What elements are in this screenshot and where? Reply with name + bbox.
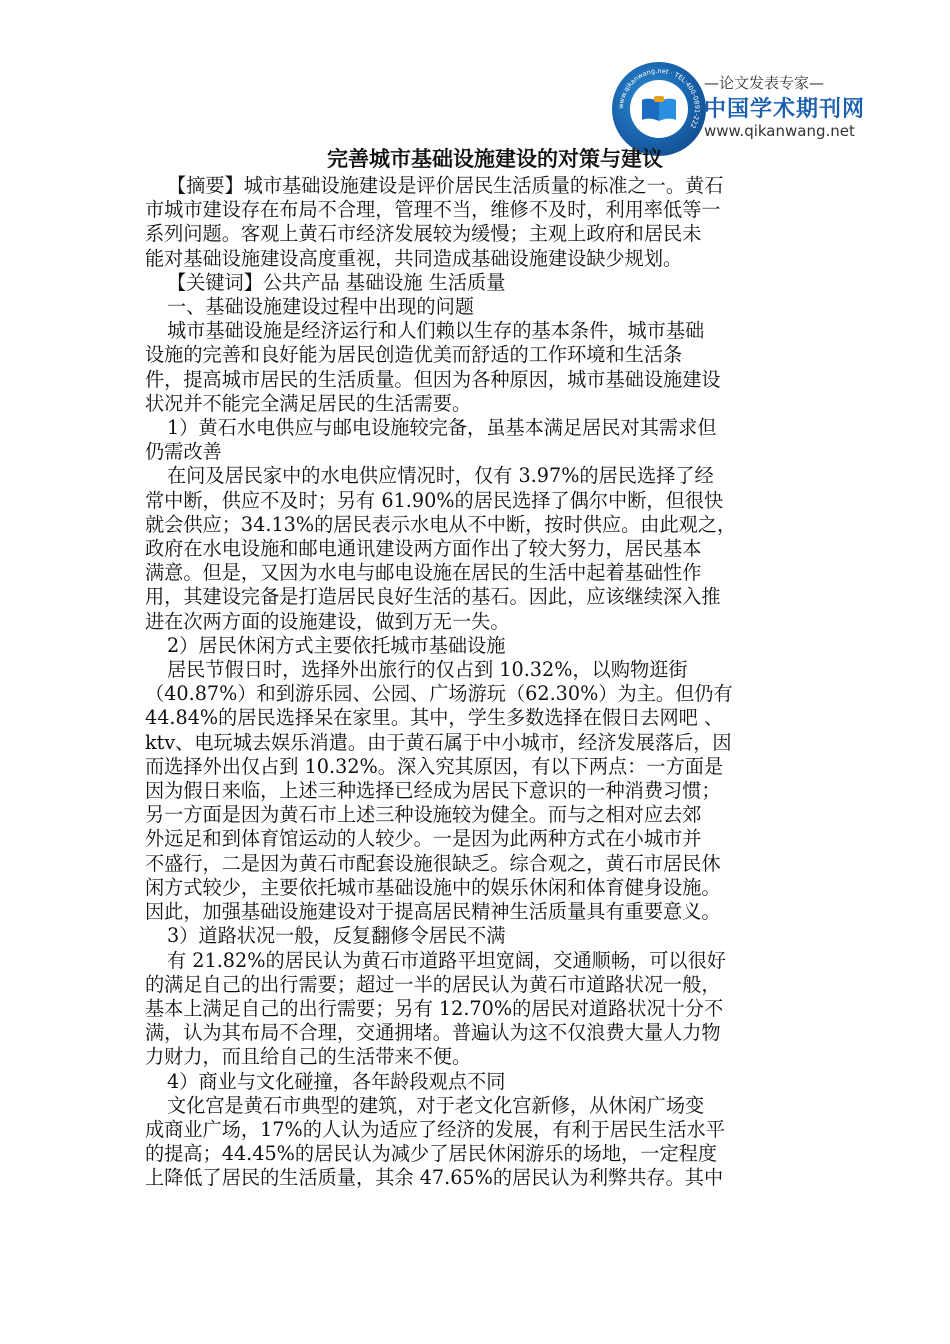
text-line: 在问及居民家中的水电供应情况时，仅有 3.97%的居民选择了经 — [167, 464, 714, 488]
paragraph-lines — [145, 174, 805, 1191]
document-body — [145, 144, 805, 1191]
open-book-icon — [640, 96, 678, 122]
text-line: 因此，加强基础设施建设对于提高居民精神生活质量具有重要意义。 — [145, 900, 721, 924]
text-line: 上降低了居民的生活质量，其余 47.65%的居民认为利弊共存。其中 — [145, 1166, 724, 1190]
text-line: 因为假日来临，上述三种选择已经成为居民下意识的一种消费习惯； — [145, 779, 721, 803]
text-line: 设施的完善和良好能为居民创造优美而舒适的工作环境和生活条 — [145, 343, 683, 367]
text-line: 件，提高城市居民的生活质量。但因为各种原因，城市基础设施建设 — [145, 367, 721, 391]
svg-text:www.qikanwang.net · TEL:400-08: www.qikanwang.net · TEL:400-0891-222 — [616, 66, 702, 130]
text-line: 44.84%的居民选择呆在家里。其中，学生多数选择在假日去网吧 、 — [145, 706, 724, 730]
text-line: 基本上满足自己的出行需要；另有 12.70%的居民对道路状况十分不 — [145, 996, 724, 1020]
text-line: 仍需改善 — [145, 440, 222, 464]
logo-tagline: —论文发表专家— — [704, 74, 825, 92]
text-line: 2）居民休闲方式主要依托城市基础设施 — [167, 633, 506, 657]
text-line: 【摘要】城市基础设施建设是评价居民生活质量的标准之一。黄石 — [167, 174, 724, 197]
logo-name: 中国学术期刊网 — [704, 97, 866, 122]
text-line: （40.87%）和到游乐园、公园、广场游玩（62.30%）为主。但仍有 — [145, 682, 733, 706]
text-line: 满意。但是，又因为水电与邮电设施在居民的生活中起着基础性作 — [145, 561, 702, 585]
text-line: 而选择外出仅占到 10.32%。深入究其原因，有以下两点：一方面是 — [145, 754, 724, 778]
text-line: 进在次两方面的设施建设，做到万无一失。 — [145, 609, 510, 633]
text-line: 的满足自己的出行需要；超过一半的居民认为黄石市道路状况一般， — [145, 972, 721, 996]
text-line: 状况并不能完全满足居民的生活需要。 — [145, 391, 472, 415]
text-line: 文化宫是黄石市典型的建筑，对于老文化宫新修，从休闲广场变 — [167, 1093, 705, 1117]
text-line: 居民节假日时，选择外出旅行的仅占到 10.32%，以购物逛街 — [167, 658, 688, 682]
logo-url: www.qikanwang.net — [704, 122, 855, 140]
text-line: 能对基础设施建设高度重视，共同造成基础设施建设缺少规划。 — [145, 246, 683, 270]
logo-emblem — [612, 62, 706, 156]
document-title: 完善城市基础设施建设的对策与建议 — [327, 147, 663, 171]
text-line: 【关键词】公共产品 基础设施 生活质量 — [167, 270, 506, 294]
text-line: 常中断，供应不及时；另有 61.90%的居民选择了偶尔中断，但很快 — [145, 488, 724, 512]
text-line: 市城市建设存在布局不合理，管理不当，维修不及时，利用率低等一 — [145, 198, 721, 222]
text-line: 就会供应；34.13%的居民表示水电从不中断，按时供应。由此观之， — [145, 512, 737, 536]
text-line: 另一方面是因为黄石市上述三种设施较为健全。而与之相对应去郊 — [145, 803, 702, 827]
text-line: 政府在水电设施和邮电通讯建设两方面作出了较大努力，居民基本 — [145, 537, 702, 561]
text-line: 系列问题。客观上黄石市经济发展较为缓慢；主观上政府和居民未 — [145, 222, 702, 246]
text-line: 城市基础设施是经济运行和人们赖以生存的基本条件，城市基础 — [167, 319, 705, 343]
text-line: 成商业广场，17%的人认为适应了经济的发展，有利于居民生活水平 — [145, 1117, 725, 1141]
text-line: 力财力，而且给自己的生活带来不便。 — [145, 1045, 472, 1069]
text-line: 3）道路状况一般，反复翻修令居民不满 — [167, 924, 506, 948]
text-line: 的提高；44.45%的居民认为减少了居民休闲游乐的场地，一定程度 — [145, 1142, 718, 1166]
text-line: ktv、电玩城去娱乐消遣。由于黄石属于中小城市，经济发展落后，因 — [145, 730, 732, 754]
text-line: 满，认为其布局不合理，交通拥堵。普遍认为这不仅浪费大量人力物 — [145, 1021, 721, 1045]
text-line: 不盛行，二是因为黄石市配套设施很缺乏。综合观之，黄石市居民休 — [145, 851, 721, 875]
text-line: 外远足和到体育馆运动的人较少。一是因为此两种方式在小城市并 — [145, 827, 702, 851]
text-line: 一、基础设施建设过程中出现的问题 — [167, 295, 474, 319]
text-line: 闲方式较少，主要依托城市基础设施中的娱乐休闲和体育健身设施。 — [145, 875, 721, 899]
text-line: 1）黄石水电供应与邮电设施较完备，虽基本满足居民对其需求但 — [167, 416, 717, 440]
text-line: 4）商业与文化碰撞，各年龄段观点不同 — [167, 1069, 506, 1093]
text-line: 用，其建设完备是打造居民良好生活的基石。因此，应该继续深入推 — [145, 585, 721, 609]
text-line: 有 21.82%的居民认为黄石市道路平坦宽阔，交通顺畅，可以很好 — [167, 948, 726, 972]
